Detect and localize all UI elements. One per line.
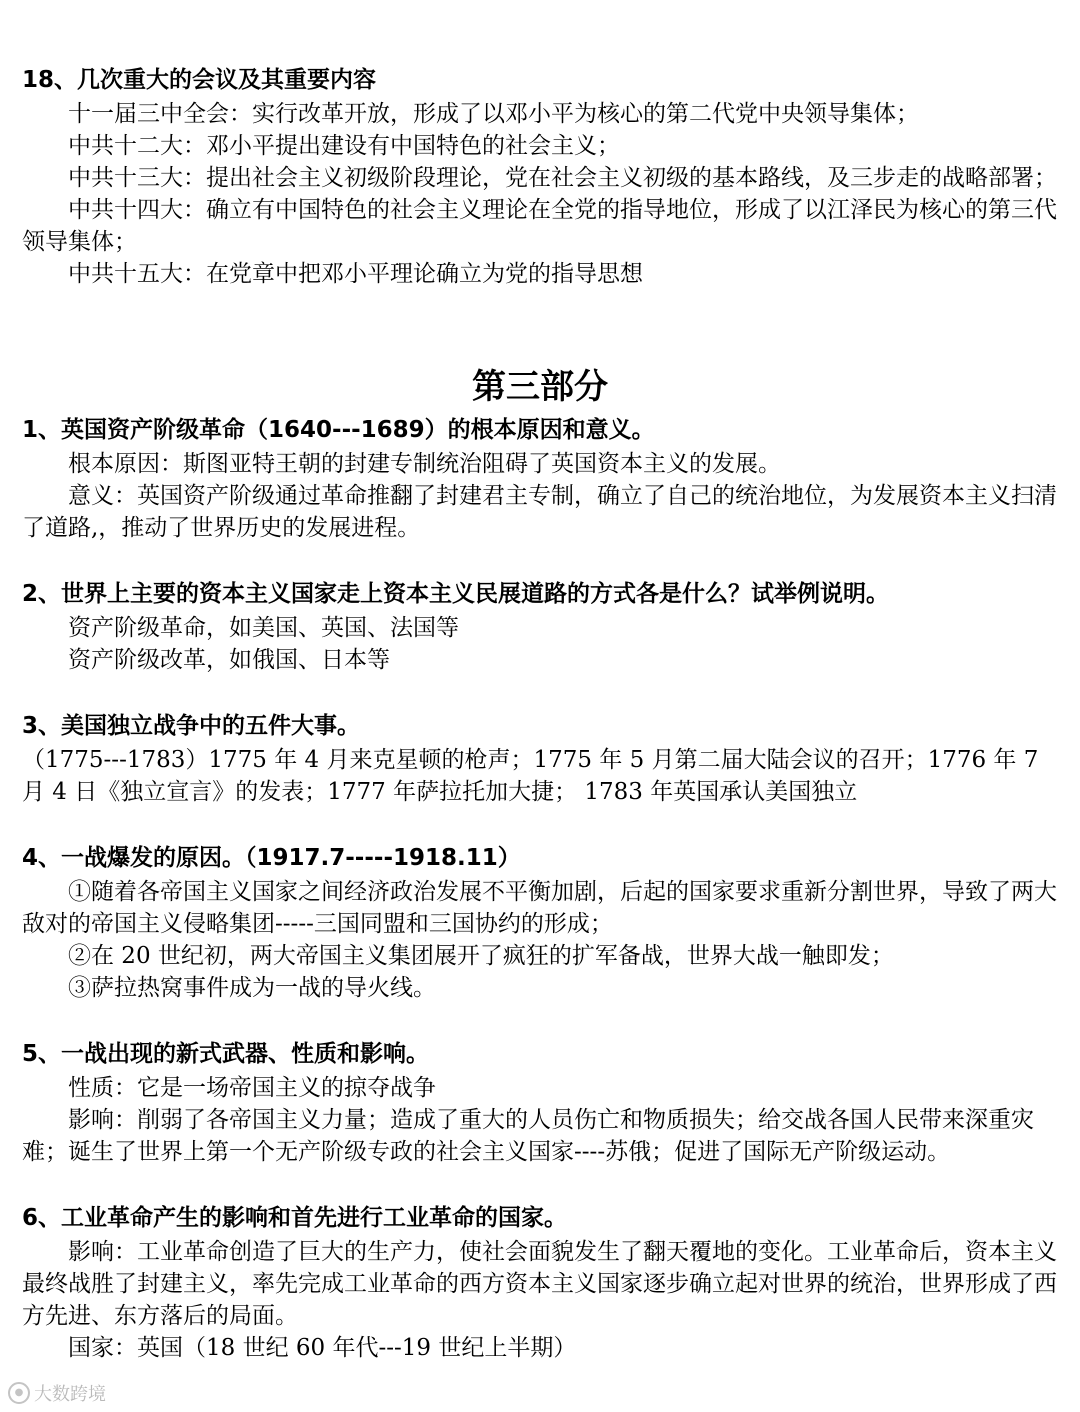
- section-18-line: 十一届三中全会：实行改革开放，形成了以邓小平为核心的第二代党中央领导集体；: [68, 101, 919, 127]
- question-4-heading: 4、一战爆发的原因。（1917.7-----1918.11）: [22, 845, 521, 871]
- question-1-line: 根本原因：斯图亚特王朝的封建专制统治阻碍了英国资本主义的发展。: [68, 451, 781, 477]
- question-6-heading: 6、工业革命产生的影响和首先进行工业革命的国家。: [22, 1205, 568, 1231]
- question-2-heading: 2、世界上主要的资本主义国家走上资本主义民展道路的方式各是什么？试举例说明。: [22, 581, 890, 607]
- document-page: [22, 62, 1058, 1364]
- question-4-line: ①随着各帝国主义国家之间经济政治发展不平衡加剧，后起的国家要求重新分割世界，导致了两大敌对的帝国主义侵略集团-----三国同盟和三国协约的形成；: [22, 879, 1057, 937]
- section-18-line: 中共十二大：邓小平提出建设有中国特色的社会主义；: [68, 133, 620, 159]
- question-5-line: 性质：它是一场帝国主义的掠夺战争: [68, 1075, 436, 1101]
- section-18-line: 中共十四大：确立有中国特色的社会主义理论在全党的指导地位，形成了以江泽民为核心的第三代领导集体；: [22, 197, 1057, 255]
- question-3-text: （1775---1783）1775 年 4 月来克星顿的枪声；1775 年 5 月第二届大陆会议的召开；1776 年 7 月 4 日《独立宣言》的发表；1777 年萨拉托加大捷； 1783 年英国承认美国独立: [22, 747, 1039, 805]
- logo-icon: ●: [8, 1382, 30, 1404]
- question-1-heading: 1、英国资产阶级革命（1640---1689）的根本原因和意义。: [22, 417, 655, 443]
- question-4-line: ②在 20 世纪初，两大帝国主义集团展开了疯狂的扩军备战，世界大战一触即发；: [68, 943, 894, 969]
- section-18-line: 中共十三大：提出社会主义初级阶段理论，党在社会主义初级的基本路线，及三步走的战略部署；: [68, 165, 1057, 191]
- question-5-heading: 5、一战出现的新式武器、性质和影响。: [22, 1041, 430, 1067]
- question-2-line: 资产阶级改革，如俄国、日本等: [68, 647, 390, 673]
- question-3-heading: 3、美国独立战争中的五件大事。: [22, 713, 361, 739]
- section-18-line: 中共十五大：在党章中把邓小平理论确立为党的指导思想: [68, 261, 643, 287]
- part-title: 第三部分: [472, 367, 608, 407]
- question-2-line: 资产阶级革命，如美国、英国、法国等: [68, 615, 459, 641]
- question-5-line: 影响：削弱了各帝国主义力量；造成了重大的人员伤亡和物质损失；给交战各国人民带来深重灾难；诞生了世界上第一个无产阶级专政的社会主义国家----苏俄；促进了国际无产阶级运动。: [22, 1107, 1034, 1165]
- watermark: [8, 1380, 106, 1406]
- question-6-line: 国家：英国（18 世纪 60 年代---19 世纪上半期）: [68, 1335, 577, 1361]
- question-4-line: ③萨拉热窝事件成为一战的导火线。: [68, 975, 436, 1001]
- section-18-heading: 18、几次重大的会议及其重要内容: [22, 67, 377, 93]
- watermark-text: 大数跨境: [34, 1384, 106, 1405]
- question-1-line: 意义：英国资产阶级通过革命推翻了封建君主专制，确立了自己的统治地位，为发展资本主义扫清了道路,，推动了世界历史的发展进程。: [22, 483, 1057, 541]
- question-6-line: 影响：工业革命创造了巨大的生产力，使社会面貌发生了翻天覆地的变化。工业革命后，资本主义最终战胜了封建主义，率先完成工业革命的西方资本主义国家逐步确立起对世界的统治，世界形成了西方先进、东方落后的局面。: [22, 1239, 1057, 1329]
